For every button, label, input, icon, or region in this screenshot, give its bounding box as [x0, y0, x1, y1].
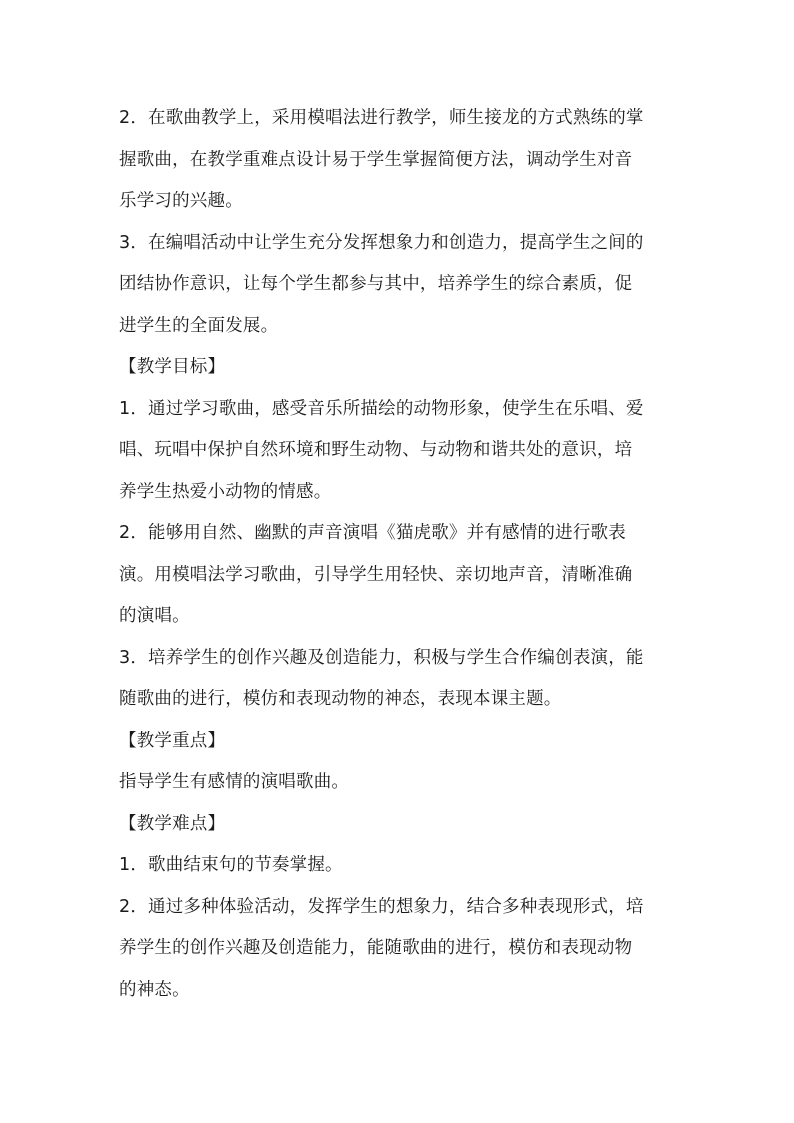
text-line: 演。用模唱法学习歌曲，引导学生用轻快、亲切地声音，清晰准确	[119, 564, 633, 585]
document-page	[119, 98, 679, 1011]
text-line: 随歌曲的进行，模仿和表现动物的神态，表现本课主题。	[119, 689, 562, 709]
difficulty-1	[119, 845, 679, 887]
text-line: 1．歌曲结束句的节奏掌握。	[119, 855, 343, 875]
text-line: 进学生的全面发展。	[119, 315, 279, 336]
objective-2	[119, 513, 679, 638]
text-line: 团结协作意识，让每个学生都参与其中，培养学生的综合素质，促	[119, 274, 633, 294]
objective-1	[119, 389, 679, 514]
text-line: 乐学习的兴趣。	[119, 191, 243, 211]
heading-text: 【教学难点】	[119, 813, 226, 834]
objective-3	[119, 638, 679, 721]
text-line: 2．通过多种体验活动，发挥学生的想象力，结合多种表现形式，培	[119, 896, 644, 917]
text-line: 的演唱。	[119, 606, 190, 626]
text-line: 1．通过学习歌曲，感受音乐所描绘的动物形象，使学生在乐唱、爱	[119, 398, 644, 419]
text-line: 的神态。	[119, 979, 190, 1000]
section-heading-objectives	[119, 347, 679, 389]
para-1	[119, 98, 679, 223]
text-line: 2．能够用自然、幽默的声音演唱《猫虎歌》并有感情的进行歌表	[119, 523, 626, 543]
text-line: 指导学生有感情的演唱歌曲。	[119, 772, 350, 792]
text-line: 养学生热爱小动物的情感。	[119, 481, 332, 502]
text-line: 3．在编唱活动中让学生充分发挥想象力和创造力，提高学生之间的	[119, 232, 644, 253]
para-2	[119, 223, 679, 348]
heading-text: 【教学目标】	[119, 357, 226, 377]
text-line: 2．在歌曲教学上，采用模唱法进行教学，师生接龙的方式熟练的掌	[119, 108, 644, 128]
text-line: 唱、玩唱中保护自然环境和野生动物、与动物和谐共处的意识，培	[119, 440, 633, 460]
difficulty-2	[119, 887, 679, 1012]
section-heading-difficulties	[119, 804, 679, 846]
key-point-1	[119, 762, 679, 804]
heading-text: 【教学重点】	[119, 730, 226, 751]
text-line: 养学生的创作兴趣及创造能力，能随歌曲的进行，模仿和表现动物	[119, 938, 633, 958]
text-line: 3．培养学生的创作兴趣及创造能力，积极与学生合作编创表演，能	[119, 647, 644, 668]
text-line: 握歌曲，在教学重难点设计易于学生掌握简便方法，调动学生对音	[119, 149, 633, 170]
section-heading-key-points	[119, 721, 679, 763]
